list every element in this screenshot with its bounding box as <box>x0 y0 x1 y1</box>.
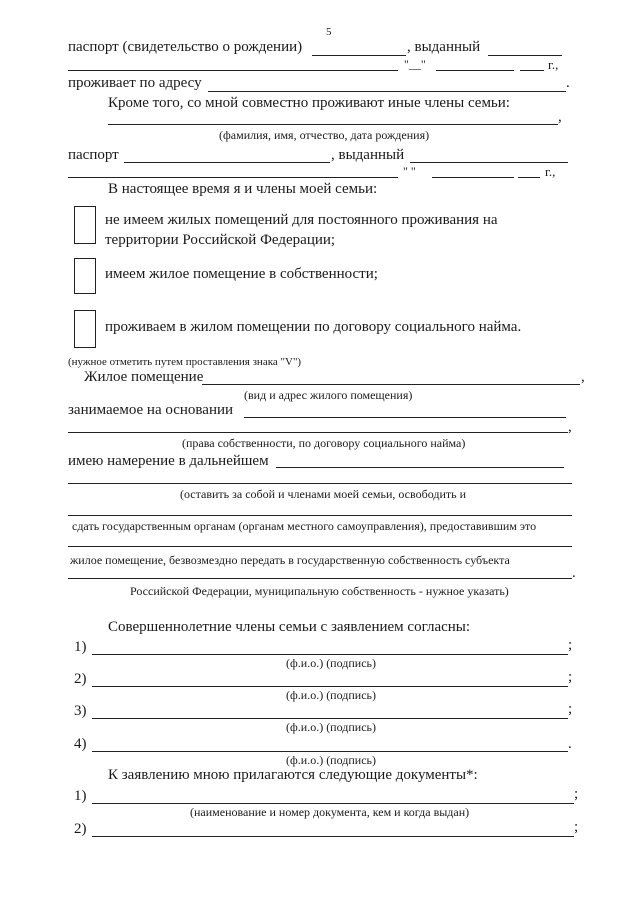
option-owned-checkbox[interactable] <box>74 258 96 294</box>
passport2-date-year-field[interactable] <box>518 177 540 178</box>
passport2-issuer-field[interactable] <box>410 162 568 163</box>
adult-2-number: 2) <box>74 671 87 687</box>
passport2-issuer-field-2[interactable] <box>68 177 398 178</box>
adults-title: Совершеннолетние члены семьи с заявлением согласны: <box>108 619 471 635</box>
document-1-end: ; <box>574 786 579 802</box>
option-social-lease-checkbox[interactable] <box>74 310 96 348</box>
address-end: . <box>566 75 570 91</box>
dwelling-end: , <box>581 369 585 385</box>
passport-issued-label: , выданный <box>407 39 481 55</box>
mark-note: (нужное отметить путем проставления знака "V") <box>68 356 302 368</box>
adult-1-end: ; <box>568 637 573 653</box>
intent-caption-4: Российской Федерации, муниципальную собственность - нужное указать) <box>130 584 509 598</box>
document-2-end: ; <box>574 819 579 835</box>
basis-field-2[interactable] <box>68 432 568 433</box>
intent-field-4[interactable] <box>68 546 572 547</box>
passport2-year-suffix: г., <box>545 164 556 179</box>
dwelling-caption: (вид и адрес жилого помещения) <box>244 388 413 402</box>
adult-4-field[interactable] <box>92 751 568 752</box>
basis-label: занимаемое на основании <box>68 402 234 418</box>
basis-field[interactable] <box>244 417 566 418</box>
adult-4-caption: (ф.и.о.) (подпись) <box>286 753 377 767</box>
intent-field[interactable] <box>276 467 564 468</box>
passport-date-month-field[interactable] <box>436 70 514 71</box>
passport2-number-field[interactable] <box>124 162 330 163</box>
passport2-date-month-field[interactable] <box>432 177 514 178</box>
adult-2-caption: (ф.и.о.) (подпись) <box>286 688 377 702</box>
basis-end: , <box>568 419 572 435</box>
passport-number-field[interactable] <box>312 55 406 56</box>
adult-1-caption: (ф.и.о.) (подпись) <box>286 656 377 670</box>
dwelling-label: Жилое помещение <box>84 369 204 385</box>
family-members-field[interactable] <box>108 124 558 125</box>
basis-caption: (права собственности, по договору социального найма) <box>182 436 466 450</box>
passport2-date-quotes: " " <box>403 164 416 178</box>
intent-caption-3: жилое помещение, безвозмездно передать в государственную собственность субъекта <box>70 553 510 567</box>
address-label: проживает по адресу <box>68 75 202 91</box>
adult-3-field[interactable] <box>92 718 568 719</box>
option-no-housing-line1: не имеем жилых помещений для постоянного проживания на <box>105 212 498 228</box>
family-end: , <box>558 109 562 125</box>
passport-date-quotes: "__" <box>404 57 426 71</box>
document-1-field[interactable] <box>92 803 574 804</box>
adult-2-end: ; <box>568 669 573 685</box>
passport-date-year-field[interactable] <box>520 70 544 71</box>
intent-field-5[interactable] <box>68 578 572 579</box>
intent-label: имею намерение в дальнейшем <box>68 453 269 469</box>
document-2-field[interactable] <box>92 836 574 837</box>
intent-field-2[interactable] <box>68 483 572 484</box>
passport2-label: паспорт <box>68 147 119 163</box>
adult-3-end: ; <box>568 701 573 717</box>
adult-4-number: 4) <box>74 736 87 752</box>
intent-caption-2: сдать государственным органам (органам местного самоуправления), предоставившим это <box>72 519 537 533</box>
document-1-number: 1) <box>74 788 87 804</box>
documents-title: К заявлению мною прилагаются следующие документы*: <box>108 767 478 783</box>
option-no-housing-line2: территории Российской Федерации; <box>105 232 336 248</box>
adult-2-field[interactable] <box>92 686 568 687</box>
adult-3-caption: (ф.и.о.) (подпись) <box>286 720 377 734</box>
adult-1-field[interactable] <box>92 654 568 655</box>
option-social-lease-label: проживаем в жилом помещении по договору социального найма. <box>105 319 522 335</box>
status-intro: В настоящее время я и члены моей семьи: <box>108 181 378 197</box>
option-owned-label: имеем жилое помещение в собственности; <box>105 266 378 282</box>
adult-4-end: . <box>568 736 572 752</box>
family-caption: (фамилия, имя, отчество, дата рождения) <box>219 128 430 142</box>
passport-year-suffix: г., <box>548 57 559 72</box>
page-number: 5 <box>326 26 332 38</box>
passport-label: паспорт (свидетельство о рождении) <box>68 39 303 55</box>
intent-field-3[interactable] <box>68 515 572 516</box>
option-no-housing-checkbox[interactable] <box>74 206 96 244</box>
address-field[interactable] <box>208 91 566 92</box>
dwelling-field[interactable] <box>202 384 580 385</box>
passport-issuer-field-2[interactable] <box>68 70 398 71</box>
document-2-number: 2) <box>74 821 87 837</box>
intent-end: . <box>572 565 576 581</box>
adult-1-number: 1) <box>74 639 87 655</box>
passport2-issued-label: , выданный <box>331 147 405 163</box>
intent-caption: (оставить за собой и членами моей семьи, освободить и <box>180 487 467 501</box>
document-1-caption: (наименование и номер документа, кем и когда выдан) <box>190 805 470 819</box>
family-intro: Кроме того, со мной совместно проживают иные члены семьи: <box>108 95 510 111</box>
adult-3-number: 3) <box>74 703 87 719</box>
passport-issuer-field[interactable] <box>488 55 562 56</box>
